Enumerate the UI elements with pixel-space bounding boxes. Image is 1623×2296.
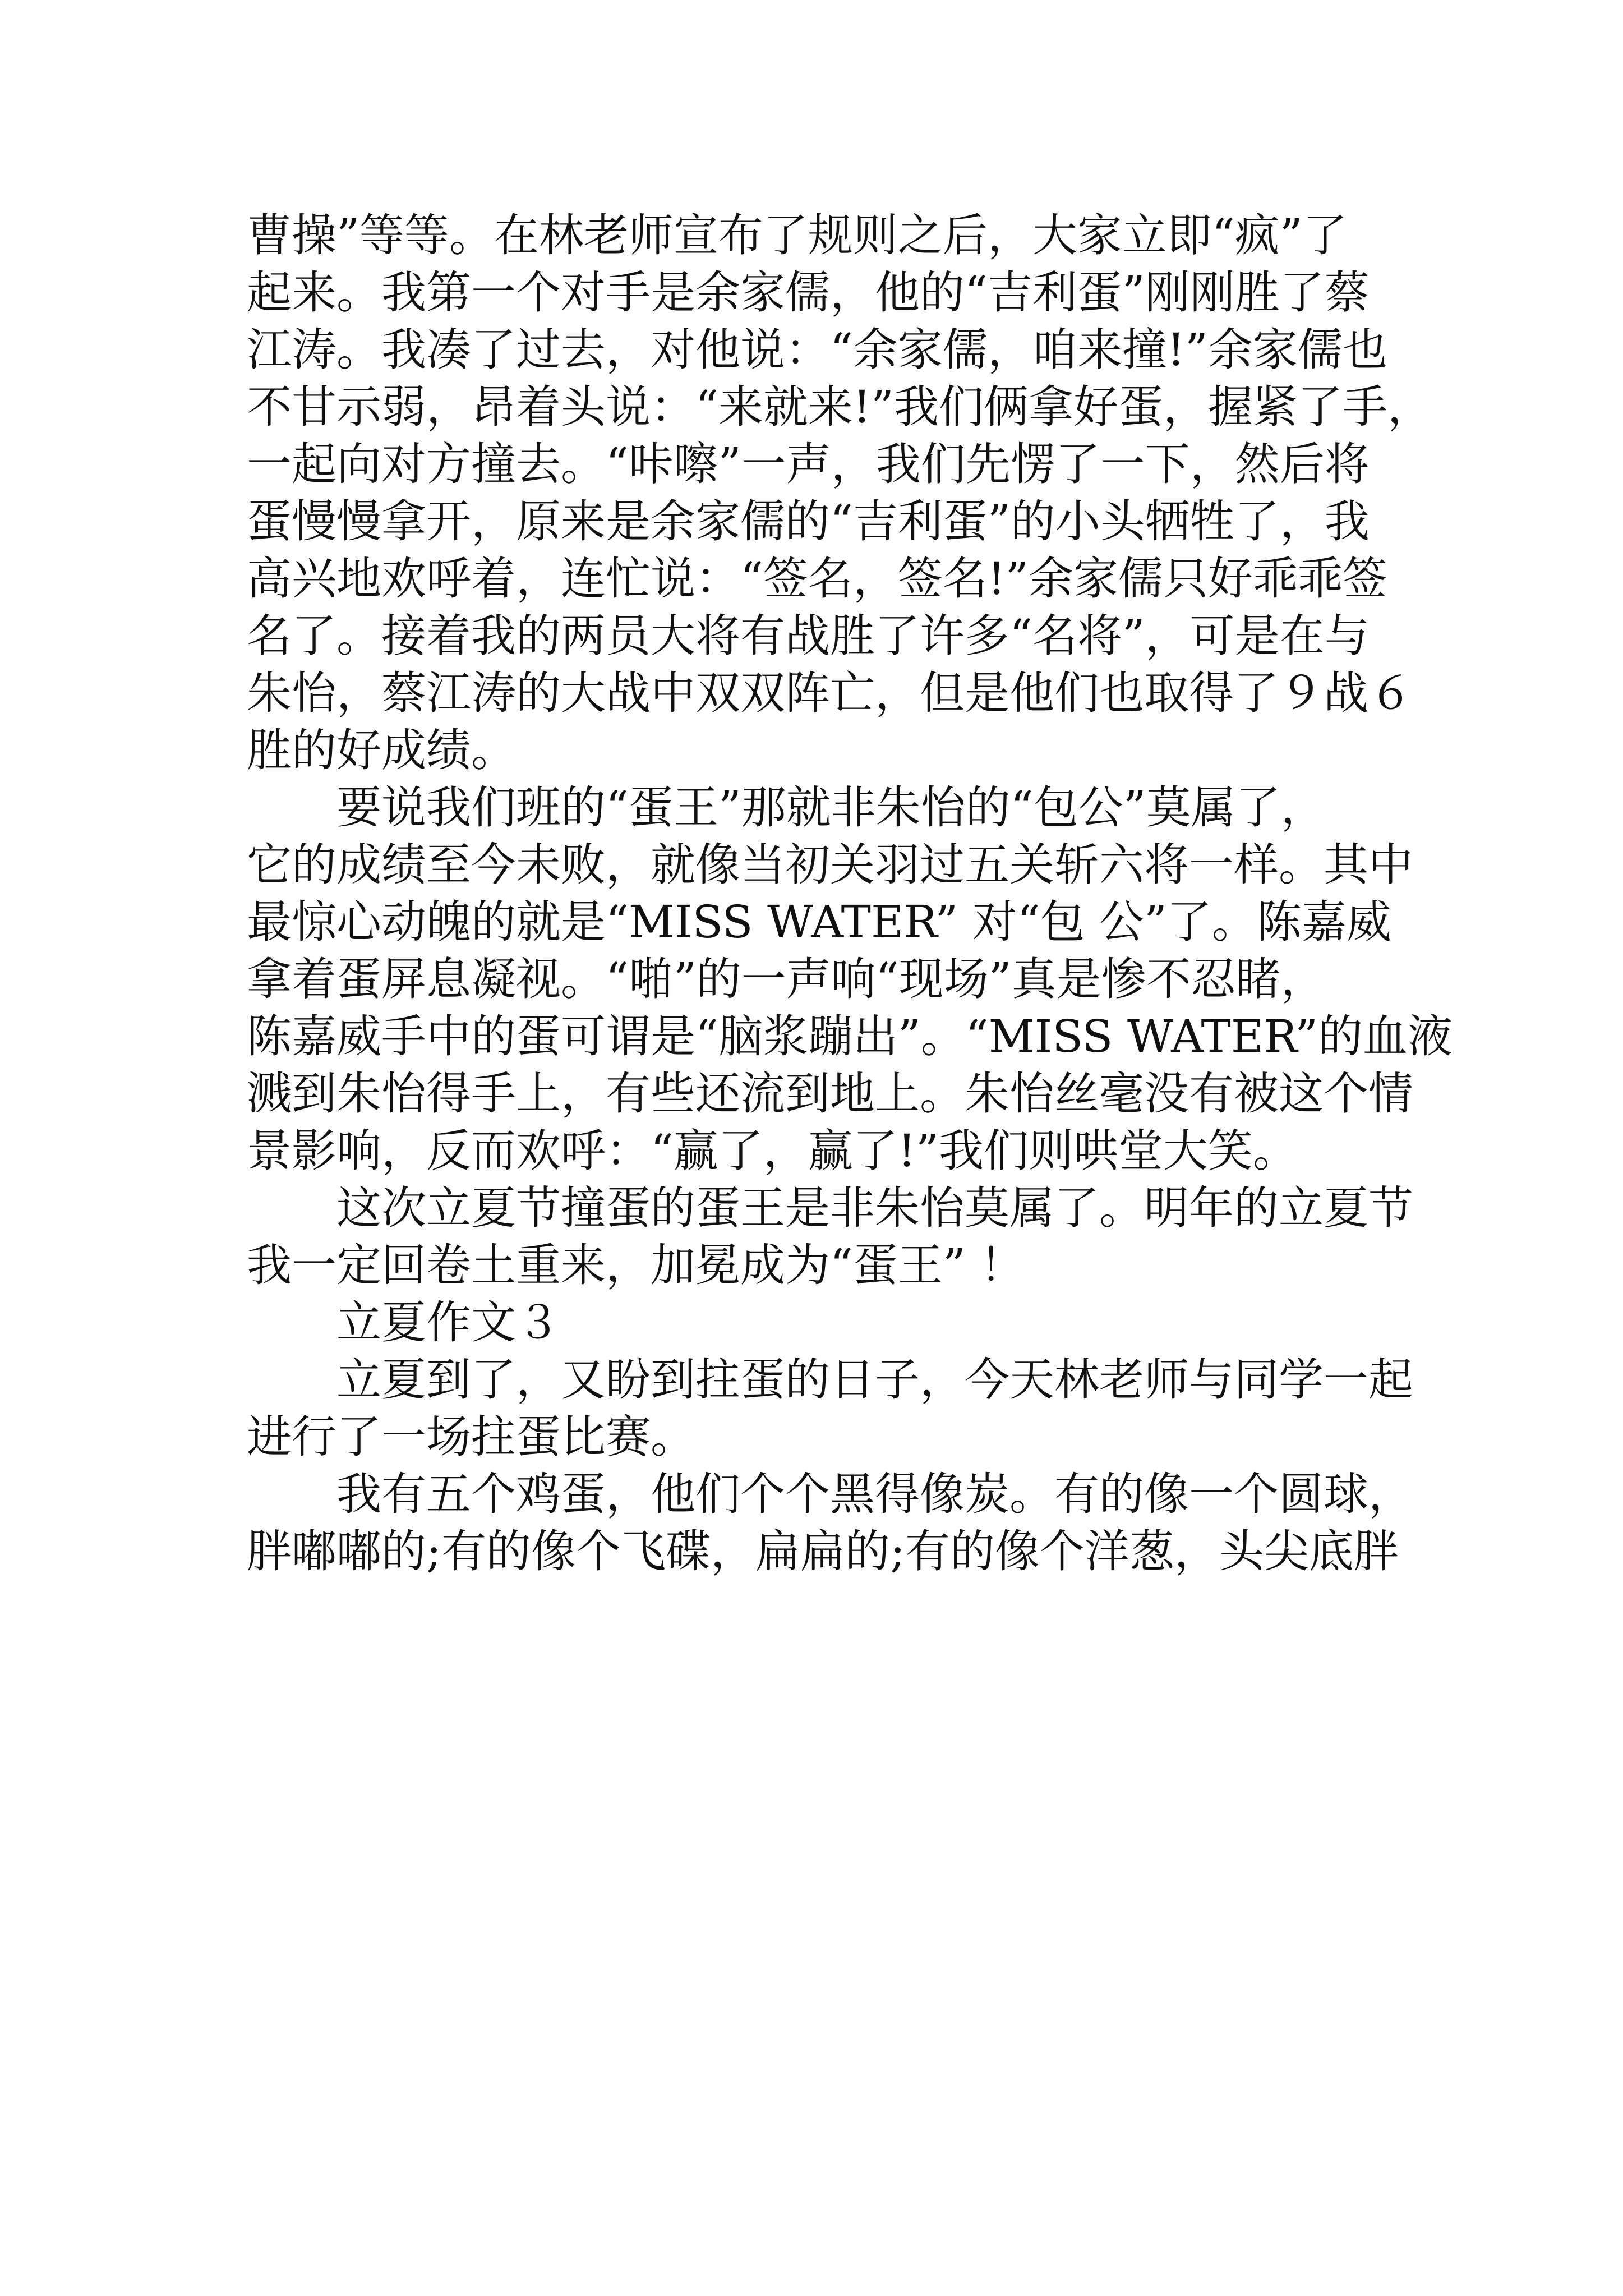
text-line: 蛋慢慢拿开，原来是余家儒的“吉利蛋”的小头牺牲了，我 (247, 495, 1370, 547)
text-line: 要说我们班的“蛋王”那就非朱怡的“包公”莫属了， (247, 781, 1326, 834)
text-line: 这次立夏节撞蛋的蛋王是非朱怡莫属了。明年的立夏节 (247, 1182, 1413, 1234)
text-line: 不甘示弱，昂着头说：“来就来!”我们俩拿好蛋，握紧了手， (247, 381, 1432, 433)
text-line: 一起向对方撞去。“咔嚓”一声，我们先愣了一下，然后将 (247, 438, 1370, 490)
text-line: 拿着蛋屏息凝视。“啪”的一声响“现场”真是惨不忍睹， (247, 953, 1326, 1005)
text-line: 它的成绩至今未败，就像当初关羽过五关斩六将一样。其中 (247, 839, 1413, 891)
text-line: 景影响，反而欢呼：“赢了，赢了!”我们则哄堂大笑。 (247, 1125, 1298, 1177)
text-line: 名了。接着我的两员大将有战胜了许多“名将”，可是在与 (247, 610, 1370, 662)
text-line: 起来。我第一个对手是余家儒，他的“吉利蛋”刚刚胜了蔡 (247, 266, 1370, 319)
text-line: 陈嘉威手中的蛋可谓是“脑浆蹦出”。“MISS WATER”的血液 (247, 1010, 1453, 1062)
text-line: 朱怡，蔡江涛的大战中双双阵亡，但是他们也取得了９战６ (247, 667, 1413, 719)
text-line: 最惊心动魄的就是“MISS WATER” 对“包 公”了。陈嘉威 (247, 896, 1391, 948)
text-line: 曹操”等等。在林老师宣布了规则之后，大家立即“疯”了 (247, 209, 1348, 261)
text-line: 胖嘟嘟的;有的像个飞碟，扁扁的;有的像个洋葱，头尖底胖 (247, 1525, 1399, 1577)
text-line: 胜的好成绩。 (247, 724, 516, 776)
text-line: 进行了一场拄蛋比赛。 (247, 1411, 695, 1463)
section-heading: 立夏作文３ (247, 1296, 561, 1349)
text-line: 江涛。我凑了过去，对他说：“余家儒，咱来撞!”余家儒也 (247, 324, 1387, 376)
text-line: 高兴地欢呼着，连忙说：“签名，签名!”余家儒只好乖乖签 (247, 553, 1387, 605)
text-line: 我一定回卷土重来，加冕成为“蛋王” ！ (247, 1239, 1025, 1291)
text-line: 立夏到了，又盼到拄蛋的日子，今天林老师与同学一起 (247, 1354, 1413, 1406)
text-line: 溅到朱怡得手上，有些还流到地上。朱怡丝毫没有被这个情 (247, 1068, 1413, 1120)
text-line: 我有五个鸡蛋，他们个个黑得像炭。有的像一个圆球， (247, 1468, 1413, 1520)
